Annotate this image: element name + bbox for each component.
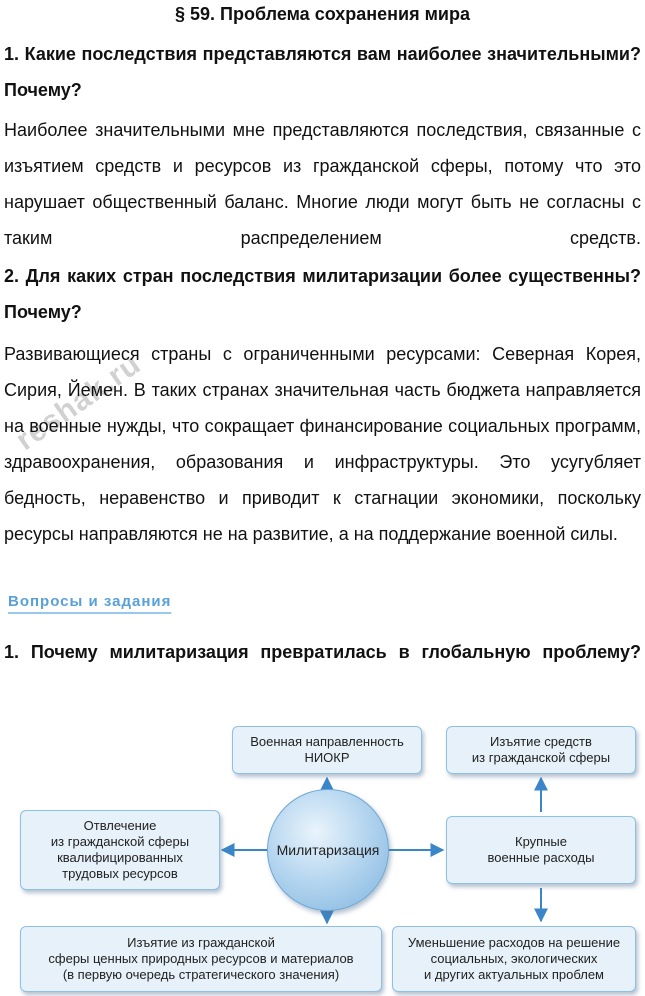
question-1: 1. Какие последствия представляются вам наиболее значительными? Почему? <box>4 44 641 100</box>
box-social-spending: Уменьшение расходов на решение социальных, экологических и других актуальных проблем <box>392 926 636 992</box>
box-resources: Изъятие из гражданской сферы ценных природных ресурсов и материалов (в первую очередь стратегического значения) <box>20 926 382 992</box>
question-2: 2. Для каких стран последствия милитаризации более существенны? Почему? <box>4 266 641 322</box>
center-militarization: Милитаризация <box>267 789 389 911</box>
answer-2: Развивающиеся страны с ограниченными ресурсами: Северная Корея, Сирия, Йемен. В таких странах значительная часть бюджета направляется на военные нужды, что сокращает финансирование социальных программ, здравоохранения, образования и инфраструктуры. Это усугубляет бедность, неравенство и приводит к стагнации экономики, поскольку ресурсы направляются не на развитие, а на поддержание военной силы. <box>4 344 641 544</box>
watermark: reshak.ru <box>10 347 147 458</box>
section-heading: Вопросы и задания <box>8 593 172 610</box>
militarization-diagram <box>0 712 645 996</box>
box-niokr: Военная направленность НИОКР <box>232 726 422 774</box>
box-labor: Отвлечение из гражданской сферы квалифицированных трудовых ресурсов <box>20 810 220 890</box>
page-title: § 59. Проблема сохранения мира <box>175 4 470 24</box>
answer-1: Наиболее значительными мне представляются последствия, связанные с изъятием средств и ресурсов из гражданской сферы, потому что это нарушает общественный баланс. Многие люди могут быть не согласны с таким распределением средств. <box>4 120 641 248</box>
question-3: 1. Почему милитаризация превратилась в глобальную проблему? <box>4 642 641 662</box>
box-funds-withdrawal: Изъятие средств из гражданской сферы <box>446 726 636 774</box>
box-military-spending: Крупные военные расходы <box>446 816 636 884</box>
